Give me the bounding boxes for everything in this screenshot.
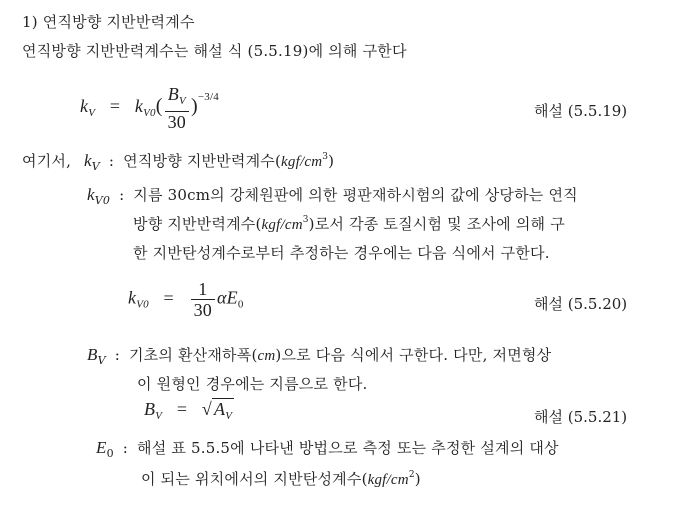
def-kv-close: ) (328, 152, 335, 170)
eq21-root-sign: √ (201, 399, 212, 419)
intro-text-post: 에 의해 구한다 (308, 42, 407, 60)
section-heading: 1) 연직방향 지반반력계수 (22, 13, 195, 31)
eq21-lhs-sub: V (155, 410, 163, 422)
def-kv-symbol-sub: V (91, 160, 100, 173)
def-bv-text1-pre: 기초의 환산재하폭( (128, 346, 258, 364)
eq19-paren-open: ( (155, 95, 163, 118)
def-e0-text1: 해설 표 5.5.5에 나타낸 방법으로 측정 또는 추정한 설계의 대상 (137, 439, 559, 457)
eq21-radicand (212, 398, 234, 422)
eq21-label: 해설 (5.5.21) (534, 408, 628, 426)
def-kv-symbol: k (84, 151, 92, 170)
def-bv-unit: cm (257, 348, 276, 364)
eq19-fraction (165, 84, 189, 132)
equation-5-5-20 (128, 279, 244, 320)
def-bv-line2: 이 원형인 경우에는 지름으로 한다. (137, 375, 368, 393)
def-e0-line2 (141, 468, 421, 489)
eq21-lhs: B (144, 399, 156, 419)
eq20-alpha: α (217, 287, 227, 308)
eq20-e-sub: 0 (237, 298, 244, 311)
def-kv-unit: kgf/cm (281, 154, 323, 170)
eq20-numerator: 1 (191, 279, 215, 300)
intro-text-pre: 연직방향 지반반력계수는 해설 식 (22, 42, 248, 60)
eq21-equals: = (176, 399, 188, 419)
def-e0-unit-sup: 2 (408, 470, 415, 480)
def-bv-colon: : (114, 346, 120, 364)
eq20-label: 해설 (5.5.20) (534, 295, 628, 313)
equation-5-5-19 (80, 84, 219, 132)
def-e0-text2-post: ) (414, 470, 421, 488)
def-e0-unit: kgf/cm (367, 472, 409, 488)
def-kv0-line1 (87, 184, 578, 207)
eq19-num-b: B (167, 84, 179, 104)
eq19-k: k (134, 96, 144, 117)
eq19-lhs: k (80, 96, 89, 117)
eq20-denominator: 30 (193, 300, 212, 320)
def-bv-symbol: B (87, 345, 98, 364)
def-kv (22, 150, 334, 173)
def-kv0-symbol-sub: V0 (94, 194, 111, 207)
def-kv0-line3: 한 지반탄성계수로부터 추정하는 경우에는 다음 식에서 구한다. (133, 244, 550, 262)
def-kv-unit-sup: 3 (322, 152, 329, 162)
eq19-paren-close: ) (191, 95, 198, 118)
def-kv0-unit-sup: 3 (302, 215, 309, 225)
eq21-a-sub: V (225, 410, 233, 422)
def-kv0-line2 (133, 213, 565, 234)
def-kv0-unit: kgf/cm (261, 217, 303, 233)
eq21-sqrt (202, 399, 234, 422)
def-e0-line1 (96, 437, 559, 460)
def-e0-colon: : (122, 439, 129, 457)
def-e0-symbol: E (96, 438, 107, 457)
def-kv0-colon: : (119, 186, 125, 204)
def-kv-lead: 여기서, (22, 152, 72, 170)
def-kv0-text2-post: )로서 각종 토질시험 및 조사에 의해 구 (308, 215, 565, 233)
eq19-num-sub: V (178, 95, 186, 107)
eq19-label: 해설 (5.5.19) (534, 102, 628, 120)
eq20-equals: = (163, 287, 174, 308)
intro-sentence (22, 40, 407, 61)
def-e0-text2-pre: 이 되는 위치에서의 지반탄성계수( (141, 470, 368, 488)
equation-5-5-21 (144, 399, 234, 422)
eq20-fraction (191, 279, 215, 320)
eq21-a: A (213, 399, 226, 419)
def-kv0-text2-pre: 방향 지반반력계수( (133, 215, 262, 233)
def-bv-symbol-sub: V (97, 354, 106, 367)
eq19-equals: = (109, 96, 121, 117)
eq20-e: E (226, 287, 238, 308)
def-kv0-text1: 지름 30cm의 강체원판에 의한 평판재하시험의 값에 상당하는 연직 (133, 186, 578, 204)
def-bv-text1-post: )으로 다음 식에서 구한다. 다만, 저면형상 (275, 346, 552, 364)
eq19-denominator: 30 (167, 112, 186, 132)
def-e0-symbol-sub: 0 (106, 447, 114, 460)
def-kv-text: 연직방향 지반반력계수( (123, 152, 282, 170)
def-kv0-symbol: k (87, 185, 95, 204)
eq19-exponent: −3/4 (197, 91, 219, 104)
eq19-numerator (165, 84, 189, 112)
eq20-lhs: k (128, 287, 137, 308)
equation-ref: (5.5.19) (247, 42, 309, 60)
def-bv-line1 (87, 344, 551, 367)
def-kv-colon: : (108, 152, 115, 170)
eq19-lhs-sub: V (88, 107, 96, 120)
eq20-lhs-sub: V0 (136, 298, 149, 311)
eq19-k-sub: V0 (143, 107, 156, 120)
